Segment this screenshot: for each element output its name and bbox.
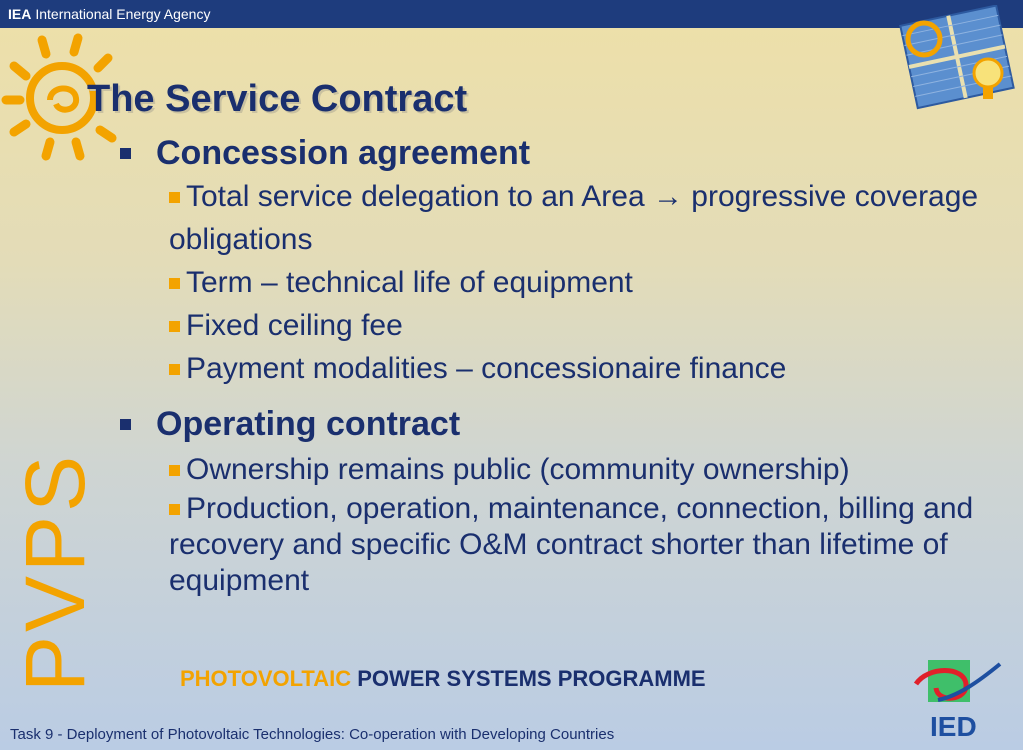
ied-logo-icon	[908, 656, 1008, 746]
ied-logo-text: IED	[930, 711, 977, 742]
bullet-square-icon	[169, 504, 180, 515]
slide-title: The Service Contract	[87, 78, 468, 120]
top-bar	[0, 0, 1023, 28]
footer-text: Task 9 - Deployment of Photovoltaic Technologies: Co-operation with Developing Countries	[10, 726, 615, 743]
programme-name-part1: PHOTOVOLTAIC	[180, 666, 352, 691]
list-item: Term – technical life of equipment	[169, 261, 980, 304]
list-item: Payment modalities – concessionaire finance	[169, 347, 980, 390]
bullet-square-icon	[169, 465, 180, 476]
bullet-square-icon	[169, 321, 180, 332]
list-item: Ownership remains public (community ownership)	[169, 448, 980, 491]
list-item: Production, operation, maintenance, connection, billing and recovery and specific O&M contract shorter than lifetime of equipment	[169, 492, 974, 597]
bullet-square-icon	[169, 278, 180, 289]
section-heading: Concession agreement	[120, 133, 980, 173]
iea-name: International Energy Agency	[35, 6, 211, 22]
bullet-square-icon	[169, 192, 180, 203]
solar-panel-icon	[890, 5, 1023, 110]
bullet-list	[120, 133, 980, 599]
iea-abbreviation: IEA	[8, 6, 32, 22]
programme-name	[180, 666, 706, 692]
section-heading: Operating contract	[120, 404, 980, 444]
programme-name-part2: POWER SYSTEMS PROGRAMME	[357, 666, 706, 691]
list-item: Total service delegation to an Area → progressive coverage obligations	[169, 180, 979, 256]
bullet-square-icon	[120, 419, 131, 430]
bullet-square-icon	[120, 148, 131, 159]
bullet-square-icon	[169, 364, 180, 375]
list-item: Fixed ceiling fee	[169, 304, 980, 347]
pvps-side-label: PVPS	[8, 451, 102, 692]
